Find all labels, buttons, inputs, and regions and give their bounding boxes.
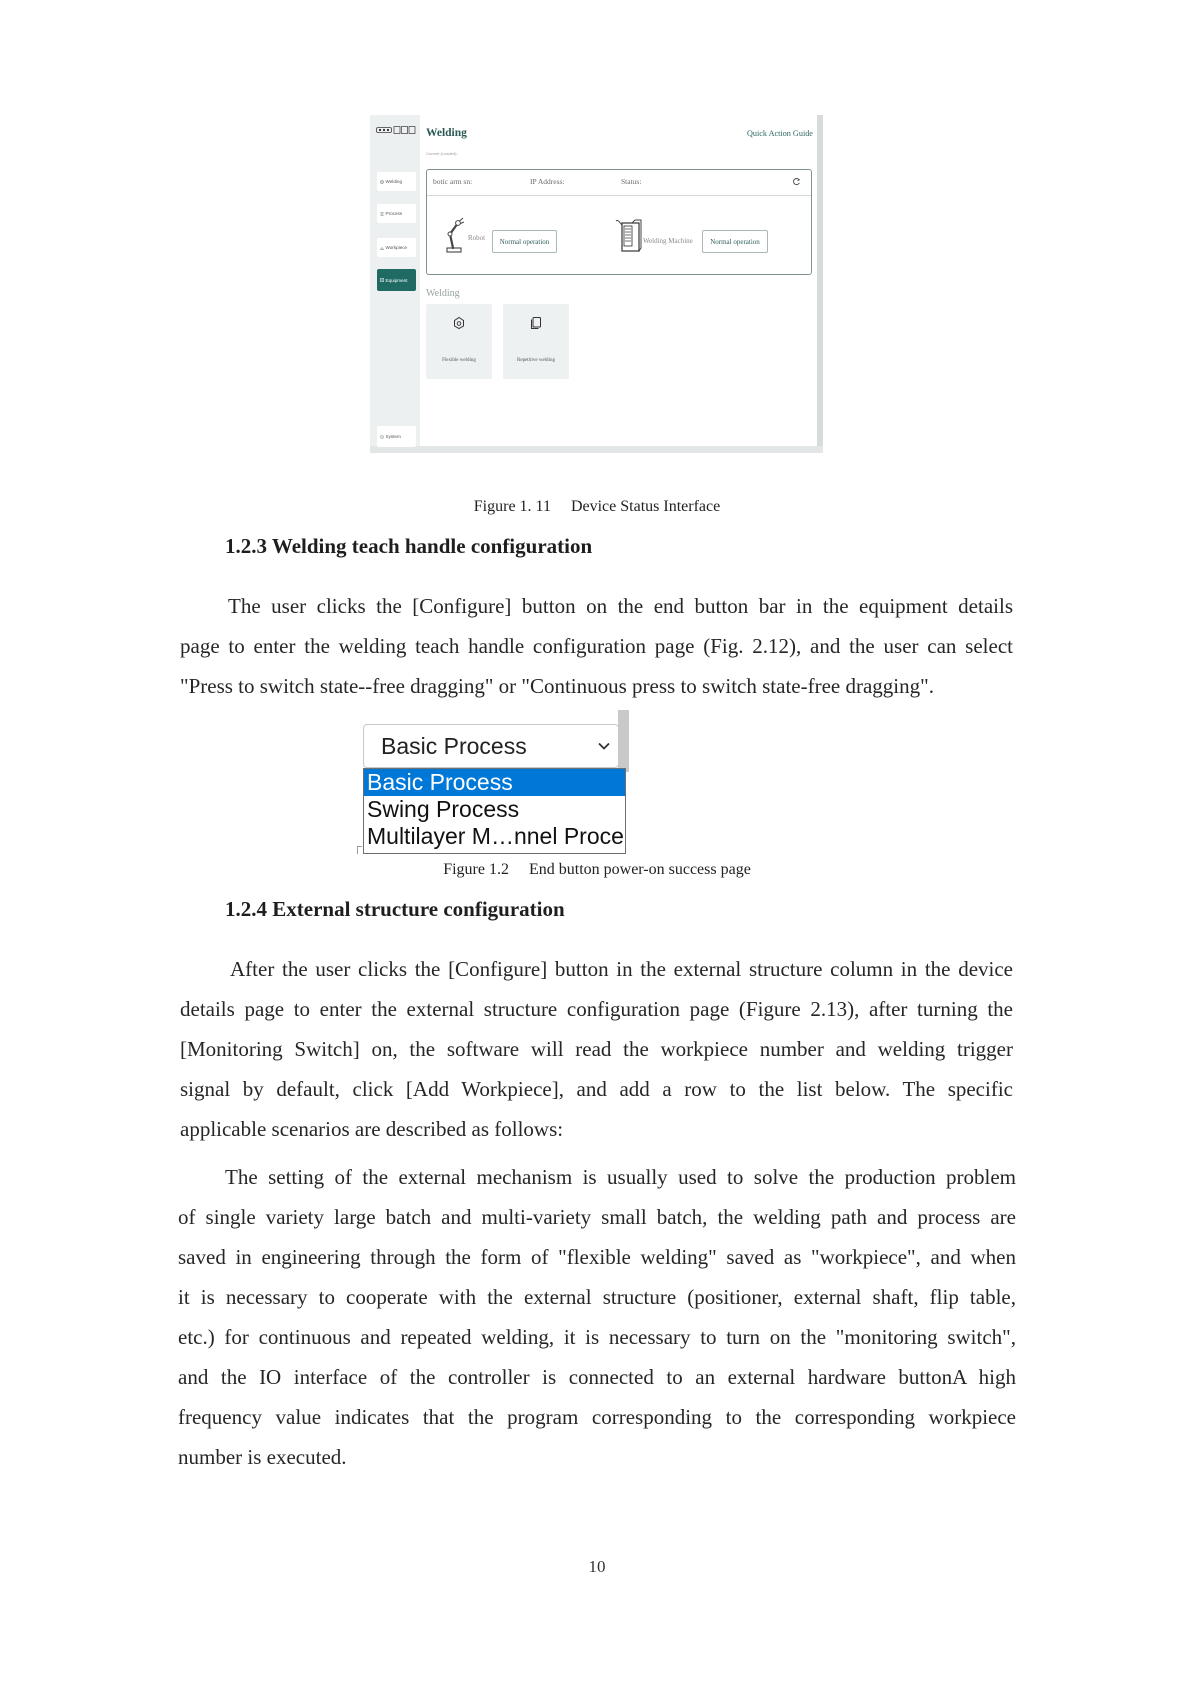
welding-machine-label: Welding Machine: [643, 237, 693, 245]
sidebar-item-label: Workpiece: [385, 245, 408, 250]
robot-label: Robot: [468, 234, 486, 242]
logo: [376, 125, 416, 135]
chevron-down-icon: [598, 742, 610, 750]
column-ip-address: IP Address:: [530, 177, 565, 186]
page-subtitle: Current (Loaded):: [426, 151, 458, 156]
robot-arm-icon: [444, 214, 465, 254]
workpiece-icon: [380, 246, 384, 250]
sidebar-item-label: Equipment: [385, 277, 408, 283]
figure-caption-2: [2, 860, 1190, 880]
sidebar-item-welding: [377, 172, 416, 191]
sidebar-item-label: System: [385, 434, 401, 439]
sidebar-item-label: Process: [385, 211, 403, 216]
sidebar-item-equipment: [377, 269, 416, 291]
device-status-screenshot: [370, 115, 823, 453]
paragraph-line: applicable scenarios are described as follows:: [180, 1117, 564, 1141]
section-heading-1-2-4: 1.2.4 External structure configuration: [225, 897, 565, 921]
sidebar-item-workpiece: [377, 238, 416, 257]
robot-status-badge: Normal operation: [492, 230, 557, 253]
dropdown-list: [363, 768, 626, 854]
target-icon: [380, 180, 384, 184]
process-dropdown-screenshot: [361, 710, 629, 854]
paragraph-line: The setting of the external mechanism is usually used to solve the production problem: [225, 1165, 1016, 1189]
figure-number: Figure 1.2: [443, 861, 509, 878]
tile-repetitive-welding: [503, 304, 569, 379]
page-title: Welding: [426, 127, 467, 139]
welding-section-label: Welding: [426, 288, 460, 299]
paragraph-line: frequency value indicates that the program corresponding to the corresponding workpiece: [178, 1405, 1016, 1429]
welding-machine-status-badge: Normal operation: [702, 230, 768, 253]
paragraph-line: [Monitoring Switch] on, the software will read the workpiece number and welding trigger: [180, 1037, 1013, 1061]
tile-label: Flexible welding: [442, 358, 476, 363]
device-status-card: [426, 169, 812, 275]
select-value: Basic Process: [381, 733, 527, 759]
paragraph-line: The user clicks the [Configure] button on the end button bar in the equipment details: [228, 594, 1013, 618]
tile-label: Repetitive welding: [517, 358, 555, 363]
figure-title: End button power-on success page: [528, 861, 751, 878]
scrollbar: [618, 710, 629, 772]
paragraph-line: signal by default, click [Add Workpiece], and add a row to the list below. The specific: [180, 1077, 1013, 1101]
section-heading-1-2-3: 1.2.3 Welding teach handle configuration: [225, 534, 593, 558]
sidebar-item-process: [377, 204, 416, 223]
anchor-mark: [357, 846, 362, 854]
paragraph-line: "Press to switch state--free dragging" or "Continuous press to switch state-free dragging".: [180, 674, 934, 698]
screenshot-edge-bottom: [370, 446, 823, 453]
sidebar-item-label: Welding: [385, 179, 403, 184]
quick-action-guide-link: Quick Action Guide: [747, 129, 813, 138]
refresh-icon: [792, 177, 801, 186]
paragraph: [180, 949, 1013, 1149]
figure-caption-1: [2, 497, 1190, 517]
paragraph-line: etc.) for continuous and repeated welding, it is necessary to turn on the "monitoring switch",: [178, 1325, 1016, 1349]
paragraph: [178, 1157, 1016, 1477]
figure-title: Device Status Interface: [570, 498, 721, 515]
paragraph: [180, 586, 1013, 706]
paragraph-line: After the user clicks the [Configure] button in the external structure column in the device: [230, 957, 1013, 981]
column-robot-arm-sn: botic arm sn:: [433, 177, 473, 186]
page-number: 10: [588, 1557, 606, 1576]
gear-icon: [380, 435, 384, 439]
paragraph-line: and the IO interface of the controller is connected to an external hardware buttonA high: [178, 1365, 1016, 1389]
flexible-welding-icon: [452, 316, 466, 330]
welding-machine-icon: [614, 217, 642, 253]
paragraph-line: page to enter the welding teach handle configuration page (Fig. 2.12), and the user can select: [180, 634, 1013, 658]
paragraph-line: it is necessary to cooperate with the external structure (positioner, external shaft, flip table,: [178, 1285, 1016, 1309]
dropdown-option-swing-process: Swing Process: [367, 796, 520, 822]
equipment-icon: [380, 278, 384, 282]
paragraph-line: of single variety large batch and multi-variety small batch, the welding path and process are: [178, 1205, 1016, 1229]
column-status: Status:: [621, 177, 642, 186]
paragraph-line: saved in engineering through the form of "flexible welding" saved as "workpiece", and when: [178, 1245, 1016, 1269]
process-select: [363, 724, 619, 768]
screenshot-edge-right: [817, 115, 823, 453]
tile-flexible-welding: [426, 304, 492, 379]
device-card-header: [427, 170, 811, 196]
dropdown-option-basic-process: Basic Process: [364, 769, 625, 796]
figure-number: Figure 1. 11: [473, 498, 551, 515]
paragraph-line: number is executed.: [178, 1445, 347, 1469]
list-icon: [380, 212, 384, 216]
dropdown-option-multilayer-process: Multilayer M…nnel Proce: [367, 823, 624, 849]
paragraph-line: details page to enter the external structure configuration page (Figure 2.13), after turning the: [180, 997, 1013, 1021]
repetitive-welding-icon: [529, 316, 543, 330]
sidebar-item-system: [377, 426, 416, 447]
